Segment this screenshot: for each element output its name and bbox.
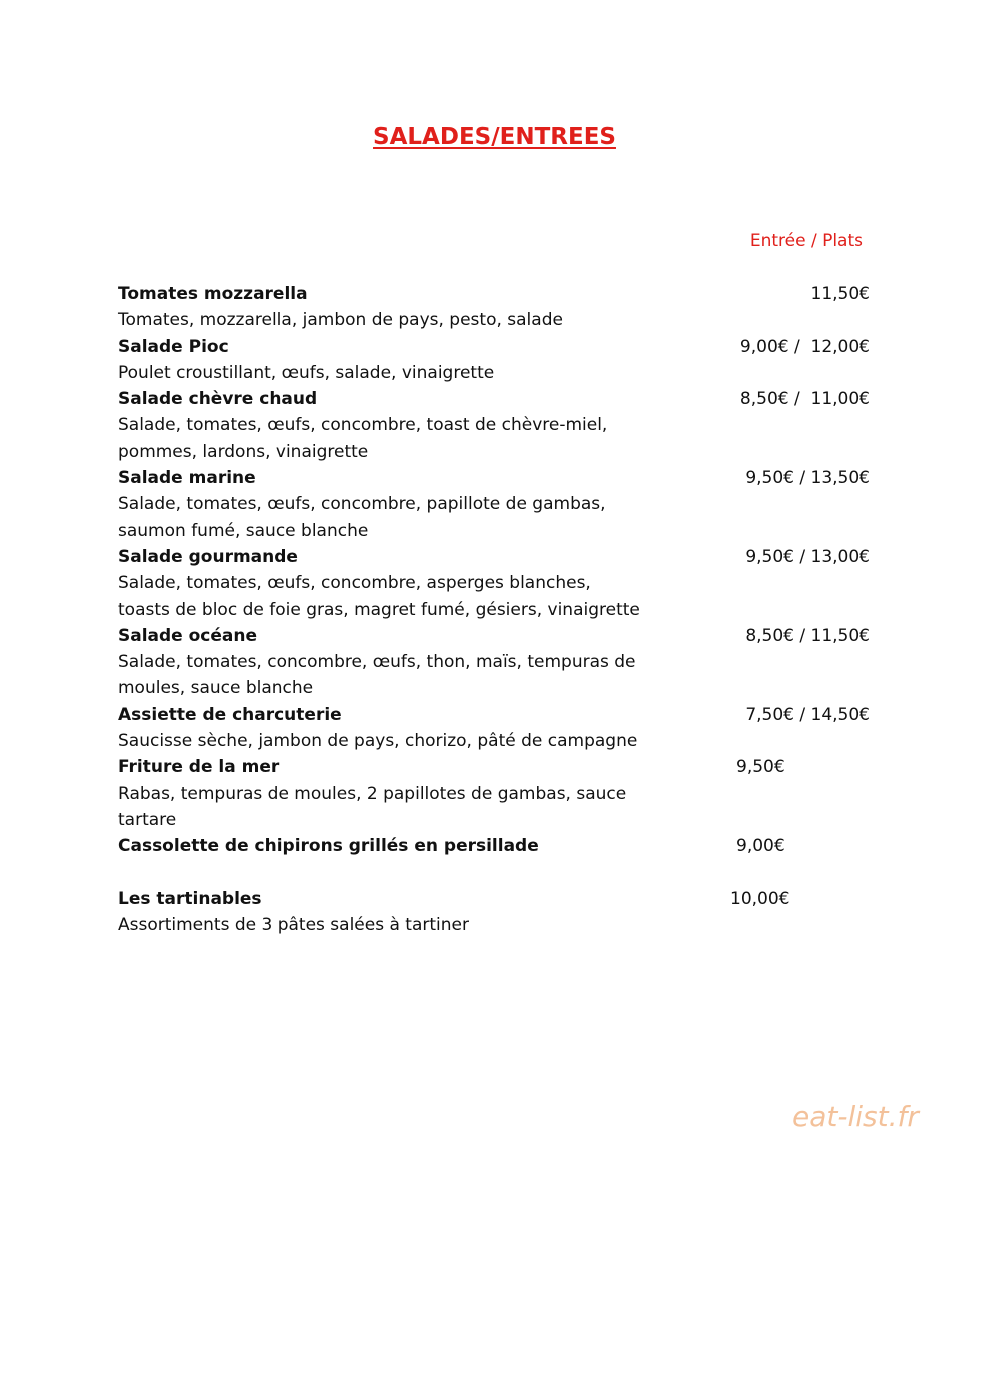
- page-title: [0, 122, 989, 152]
- item-description: [118, 781, 658, 834]
- item-name: Salade marine: [118, 468, 256, 489]
- item-description: [118, 570, 658, 623]
- item-description: [118, 649, 658, 702]
- item-description-line: saumon fumé, sauce blanche: [118, 520, 369, 541]
- item-price: 9,00€ / 12,00€: [739, 336, 870, 357]
- menu-item-salade-chevre-chaud: [118, 386, 870, 465]
- item-price: 11,50€: [810, 284, 870, 304]
- item-description: [118, 307, 658, 333]
- item-description-line: Poulet croustillant, œufs, salade, vinaigrette: [118, 362, 495, 383]
- item-description-line: toasts de bloc de foie gras, magret fumé, gésiers, vinaigrette: [118, 599, 640, 620]
- item-price: 10,00€: [730, 888, 790, 909]
- item-description: [118, 491, 658, 544]
- item-description-line: Rabas, tempuras de moules, 2 papillotes de gambas, sauce: [118, 783, 627, 804]
- item-name: Les tartinables: [118, 888, 262, 909]
- menu-item-friture-de-la-mer: [118, 754, 870, 833]
- item-description-line: Tomates, mozzarella, jambon de pays, pesto, salade: [118, 310, 563, 331]
- item-description-line: tartare: [118, 809, 177, 830]
- item-description-line: moules, sauce blanche: [118, 678, 314, 699]
- page-title-text: SALADES/ENTREES: [373, 124, 616, 150]
- menu-item-les-tartinables: [118, 886, 870, 939]
- menu-item-assiette-de-charcuterie: [118, 702, 870, 755]
- item-name: Salade chèvre chaud: [118, 389, 318, 410]
- item-name: Salade Pioc: [118, 336, 229, 357]
- menu-item-salade-gourmande: [118, 544, 870, 623]
- item-name: Tomates mozzarella: [118, 284, 308, 304]
- item-description-line: Salade, tomates, œufs, concombre, asperges blanches,: [118, 573, 591, 594]
- item-description-line: Assortiments de 3 pâtes salées à tartiner: [118, 915, 469, 936]
- item-description-line: Salade, tomates, concombre, œufs, thon, maïs, tempuras de: [118, 652, 636, 673]
- item-description: [118, 360, 658, 386]
- menu-item-cassolette-de-chipirons: [118, 833, 870, 859]
- item-price: 9,50€ / 13,00€: [745, 546, 870, 567]
- section-spacer: [118, 860, 870, 886]
- item-description-line: Salade, tomates, œufs, concombre, toast de chèvre-miel,: [118, 415, 608, 436]
- item-description: [118, 728, 658, 754]
- menu-item-salade-marine: [118, 465, 870, 544]
- item-price: 9,50€ / 13,50€: [745, 468, 870, 489]
- item-price: 8,50€ / 11,50€: [745, 625, 870, 646]
- menu-item-salade-oceane: [118, 623, 870, 702]
- item-name: Salade gourmande: [118, 546, 298, 567]
- item-description: [118, 912, 658, 938]
- item-description-line: pommes, lardons, vinaigrette: [118, 441, 369, 462]
- watermark-text: eat-list.fr: [792, 1100, 919, 1133]
- item-name: Salade océane: [118, 625, 258, 646]
- price-column-header: Entrée / Plats: [749, 231, 863, 251]
- item-name: Cassolette de chipirons grillés en persillade: [118, 836, 539, 857]
- item-price: 9,50€: [736, 757, 785, 778]
- item-name: Friture de la mer: [118, 757, 280, 778]
- item-description-line: Saucisse sèche, jambon de pays, chorizo, pâté de campagne: [118, 731, 638, 752]
- item-price: 7,50€ / 14,50€: [745, 704, 870, 725]
- item-description: [118, 412, 658, 465]
- item-price: 8,50€ / 11,00€: [739, 389, 870, 410]
- item-description-line: Salade, tomates, œufs, concombre, papillote de gambas,: [118, 494, 606, 515]
- item-price: 9,00€: [736, 836, 785, 857]
- menu-item-salade-pioc: [118, 334, 870, 387]
- menu-item-tomates-mozzarella: [118, 281, 870, 334]
- menu-list: [118, 281, 870, 938]
- item-name: Assiette de charcuterie: [118, 704, 342, 725]
